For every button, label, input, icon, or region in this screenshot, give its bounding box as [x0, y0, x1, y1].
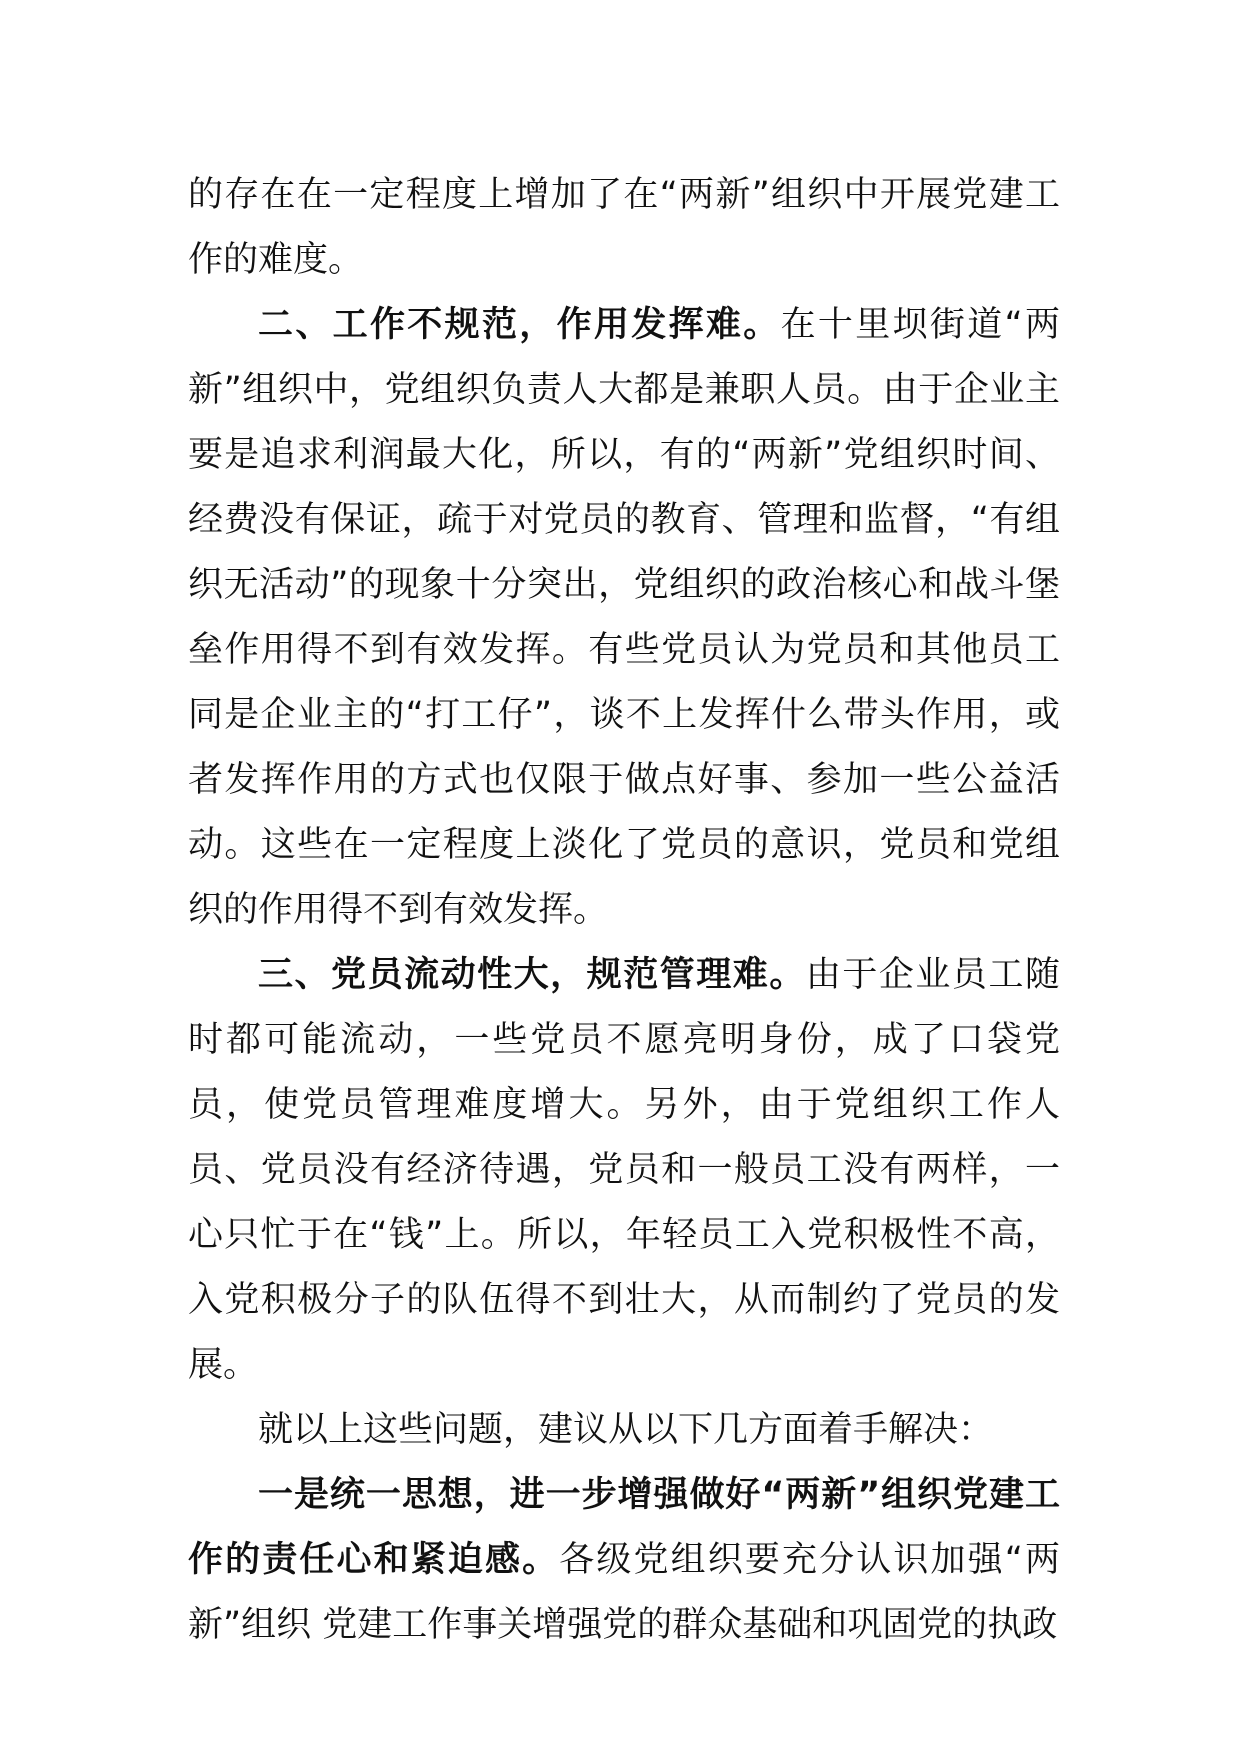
section-heading: 三、党员流动性大，规范管理难。	[258, 955, 806, 995]
paragraph-suggestion-intro	[188, 1398, 1060, 1463]
document-page	[188, 163, 1060, 1658]
paragraph-text: 就以上这些问题，建议从以下几方面着手解决：	[258, 1410, 994, 1450]
paragraph-text: 各级党组织要充分认识加强“两新”组织 党建工作事关增强党的群众基础和巩固党的执政	[188, 1540, 1060, 1645]
paragraph-text: 的存在在一定程度上增加了在“两新”组织中开展党建工作的难度。	[188, 175, 1060, 280]
paragraph-text: 由于企业员工随时都可能流动，一些党员不愿亮明身份，成了口袋党员，使党员管理难度增大。另外，由于党组织工作人员、党员没有经济待遇，党员和一般员工没有两样，一心只忙于在“钱”上。所以，年轻员工入党积极性不高，入党积极分子的队伍得不到壮大，从而制约了党员的发展。	[188, 955, 1060, 1385]
paragraph-section-three	[188, 943, 1060, 1398]
paragraph-text: 在十里坝街道“两新”组织中，党组织负责人大都是兼职人员。由于企业主要是追求利润最大化，所以，有的“两新”党组织时间、经费没有保证，疏于对党员的教育、管理和监督，“有组织无活动”的现象十分突出，党组织的政治核心和战斗堡垒作用得不到有效发挥。有些党员认为党员和其他员工同是企业主的“打工仔”，谈不上发挥什么带头作用，或者发挥作用的方式也仅限于做点好事、参加一些公益活动。这些在一定程度上淡化了党员的意识，党员和党组织的作用得不到有效发挥。	[188, 305, 1060, 930]
paragraph-section-two	[188, 293, 1060, 943]
section-heading: 二、工作不规范，作用发挥难。	[258, 305, 781, 345]
paragraph-suggestion-one	[188, 1463, 1060, 1658]
section-heading: 一是统一思想，进一步增强做好“两新”组织党建工作的责任心和紧迫感。	[188, 1475, 1060, 1580]
paragraph-continuation	[188, 163, 1060, 293]
